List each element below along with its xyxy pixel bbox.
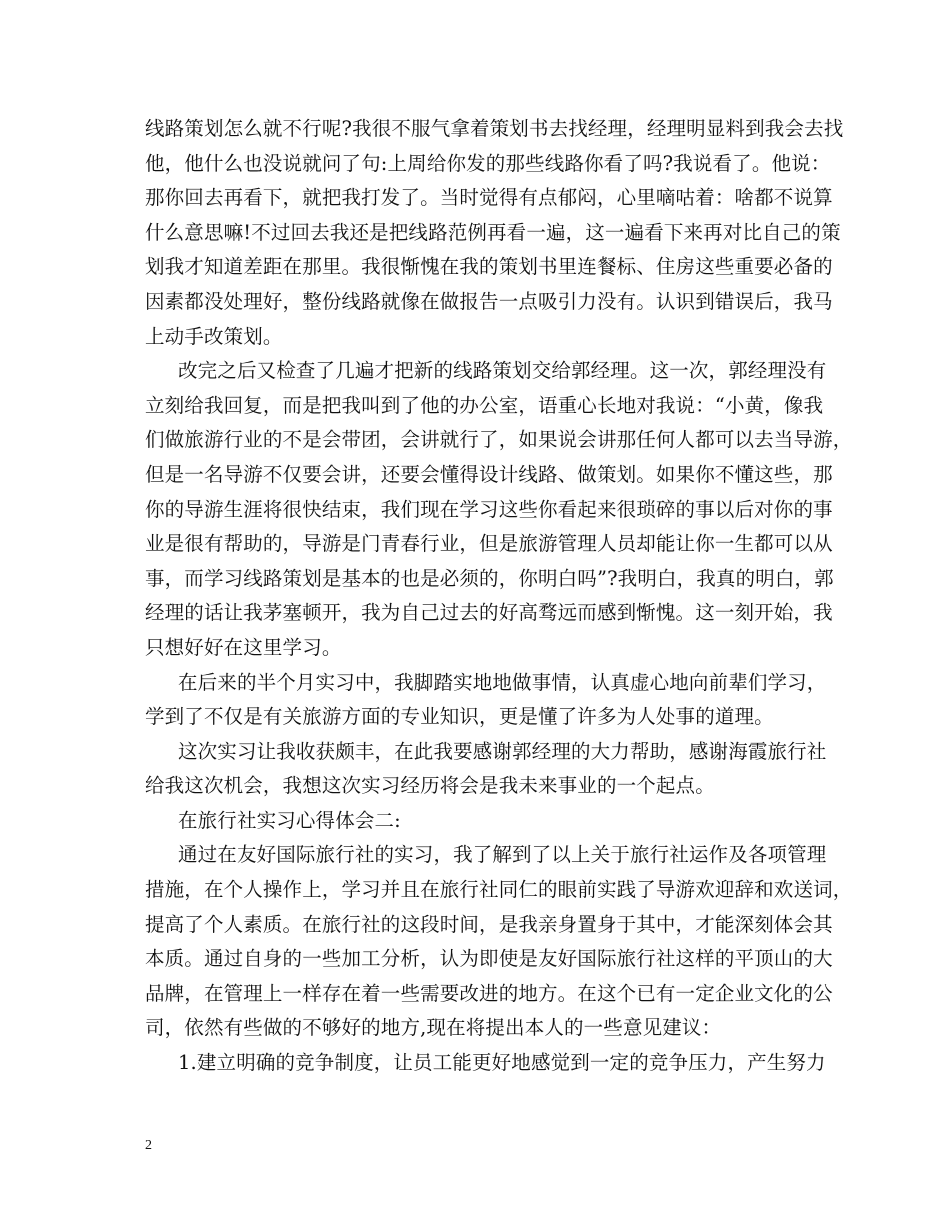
text-line: 品牌，在管理上一样存在着一些需要改进的地方。在这个已有一定企业文化的公 [145, 981, 833, 1005]
page-number: 2 [145, 1138, 152, 1153]
text-line: 措施，在个人操作上，学习并且在旅行社同仁的眼前实践了导游欢迎辞和欢送词， [145, 878, 853, 902]
text-line: 通过在友好国际旅行社的实习，我了解到了以上关于旅行社运作及各项管理 [178, 843, 827, 867]
text-line: 上动手改策划。 [145, 324, 283, 348]
text-line: 业是很有帮助的，导游是门青春行业，但是旅游管理人员却能让你一生都可以从 [145, 532, 833, 556]
text-line: 因素都没处理好，整份线路就像在做报告一点吸引力没有。认识到错误后，我马 [145, 289, 833, 313]
text-line: 什么意思嘛!不过回去我还是把线路范例再看一遍，这一遍看下来再对比自己的策 [145, 220, 841, 244]
text-line: 事，而学习线路策划是基本的也是必须的，你明白吗”?我明白，我真的明白，郭 [145, 566, 834, 590]
text-line: 提高了个人素质。在旅行社的这段时间，是我亲身置身于其中，才能深刻体会其 [145, 912, 833, 936]
text-line: 划我才知道差距在那里。我很惭愧在我的策划书里连餐标、住房这些重要必备的 [145, 255, 833, 279]
text-line: 给我这次机会，我想这次实习经历将会是我未来事业的一个起点。 [145, 774, 715, 798]
text-line: 立刻给我回复，而是把我叫到了他的办公室，语重心长地对我说：“小黄，像我 [145, 393, 824, 417]
text-line: 他，他什么也没说就问了句:上周给你发的那些线路你看了吗?我说看了。他说： [145, 151, 831, 175]
text-line: 经理的话让我茅塞顿开，我为自己过去的好高骛远而感到惭愧。这一刻开始，我 [145, 601, 833, 625]
text-line: 那你回去再看下，就把我打发了。当时觉得有点郁闷，心里嘀咕着：啥都不说算 [145, 186, 833, 210]
text-line: 在旅行社实习心得体会二: [178, 808, 401, 832]
text-line: 司，依然有些做的不够好的地方,现在将提出本人的一些意见建议： [145, 1016, 722, 1040]
text-line: 本质。通过自身的一些加工分析，认为即使是友好国际旅行社这样的平顶山的大 [145, 947, 833, 971]
text-line: 但是一名导游不仅要会讲，还要会懂得设计线路、做策划。如果你不懂这些，那 [145, 462, 833, 486]
text-line: 学到了不仅是有关旅游方面的专业知识，更是懂了许多为人处事的道理。 [145, 705, 774, 729]
text-line: 只想好好在这里学习。 [145, 635, 342, 659]
document-body [145, 112, 853, 1081]
text-line: 在后来的半个月实习中，我脚踏实地地做事情，认真虚心地向前辈们学习， [178, 670, 827, 694]
text-line: 线路策划怎么就不行呢?我很不服气拿着策划书去找经理，经理明显料到我会去找 [145, 117, 844, 140]
text-line: 们做旅游行业的不是会带团，会讲就行了，如果说会讲那任何人都可以去当导游， [145, 428, 853, 452]
text-line: 你的导游生涯将很快结束，我们现在学习这些你看起来很琐碎的事以后对你的事 [145, 497, 833, 521]
text-line: 改完之后又检查了几遍才把新的线路策划交给郭经理。这一次，郭经理没有 [178, 359, 827, 383]
text-line: 1.建立明确的竞争制度，让员工能更好地感觉到一定的竞争压力，产生努力 [178, 1051, 826, 1075]
text-line: 这次实习让我收获颇丰，在此我要感谢郭经理的大力帮助，感谢海霞旅行社 [178, 739, 827, 763]
